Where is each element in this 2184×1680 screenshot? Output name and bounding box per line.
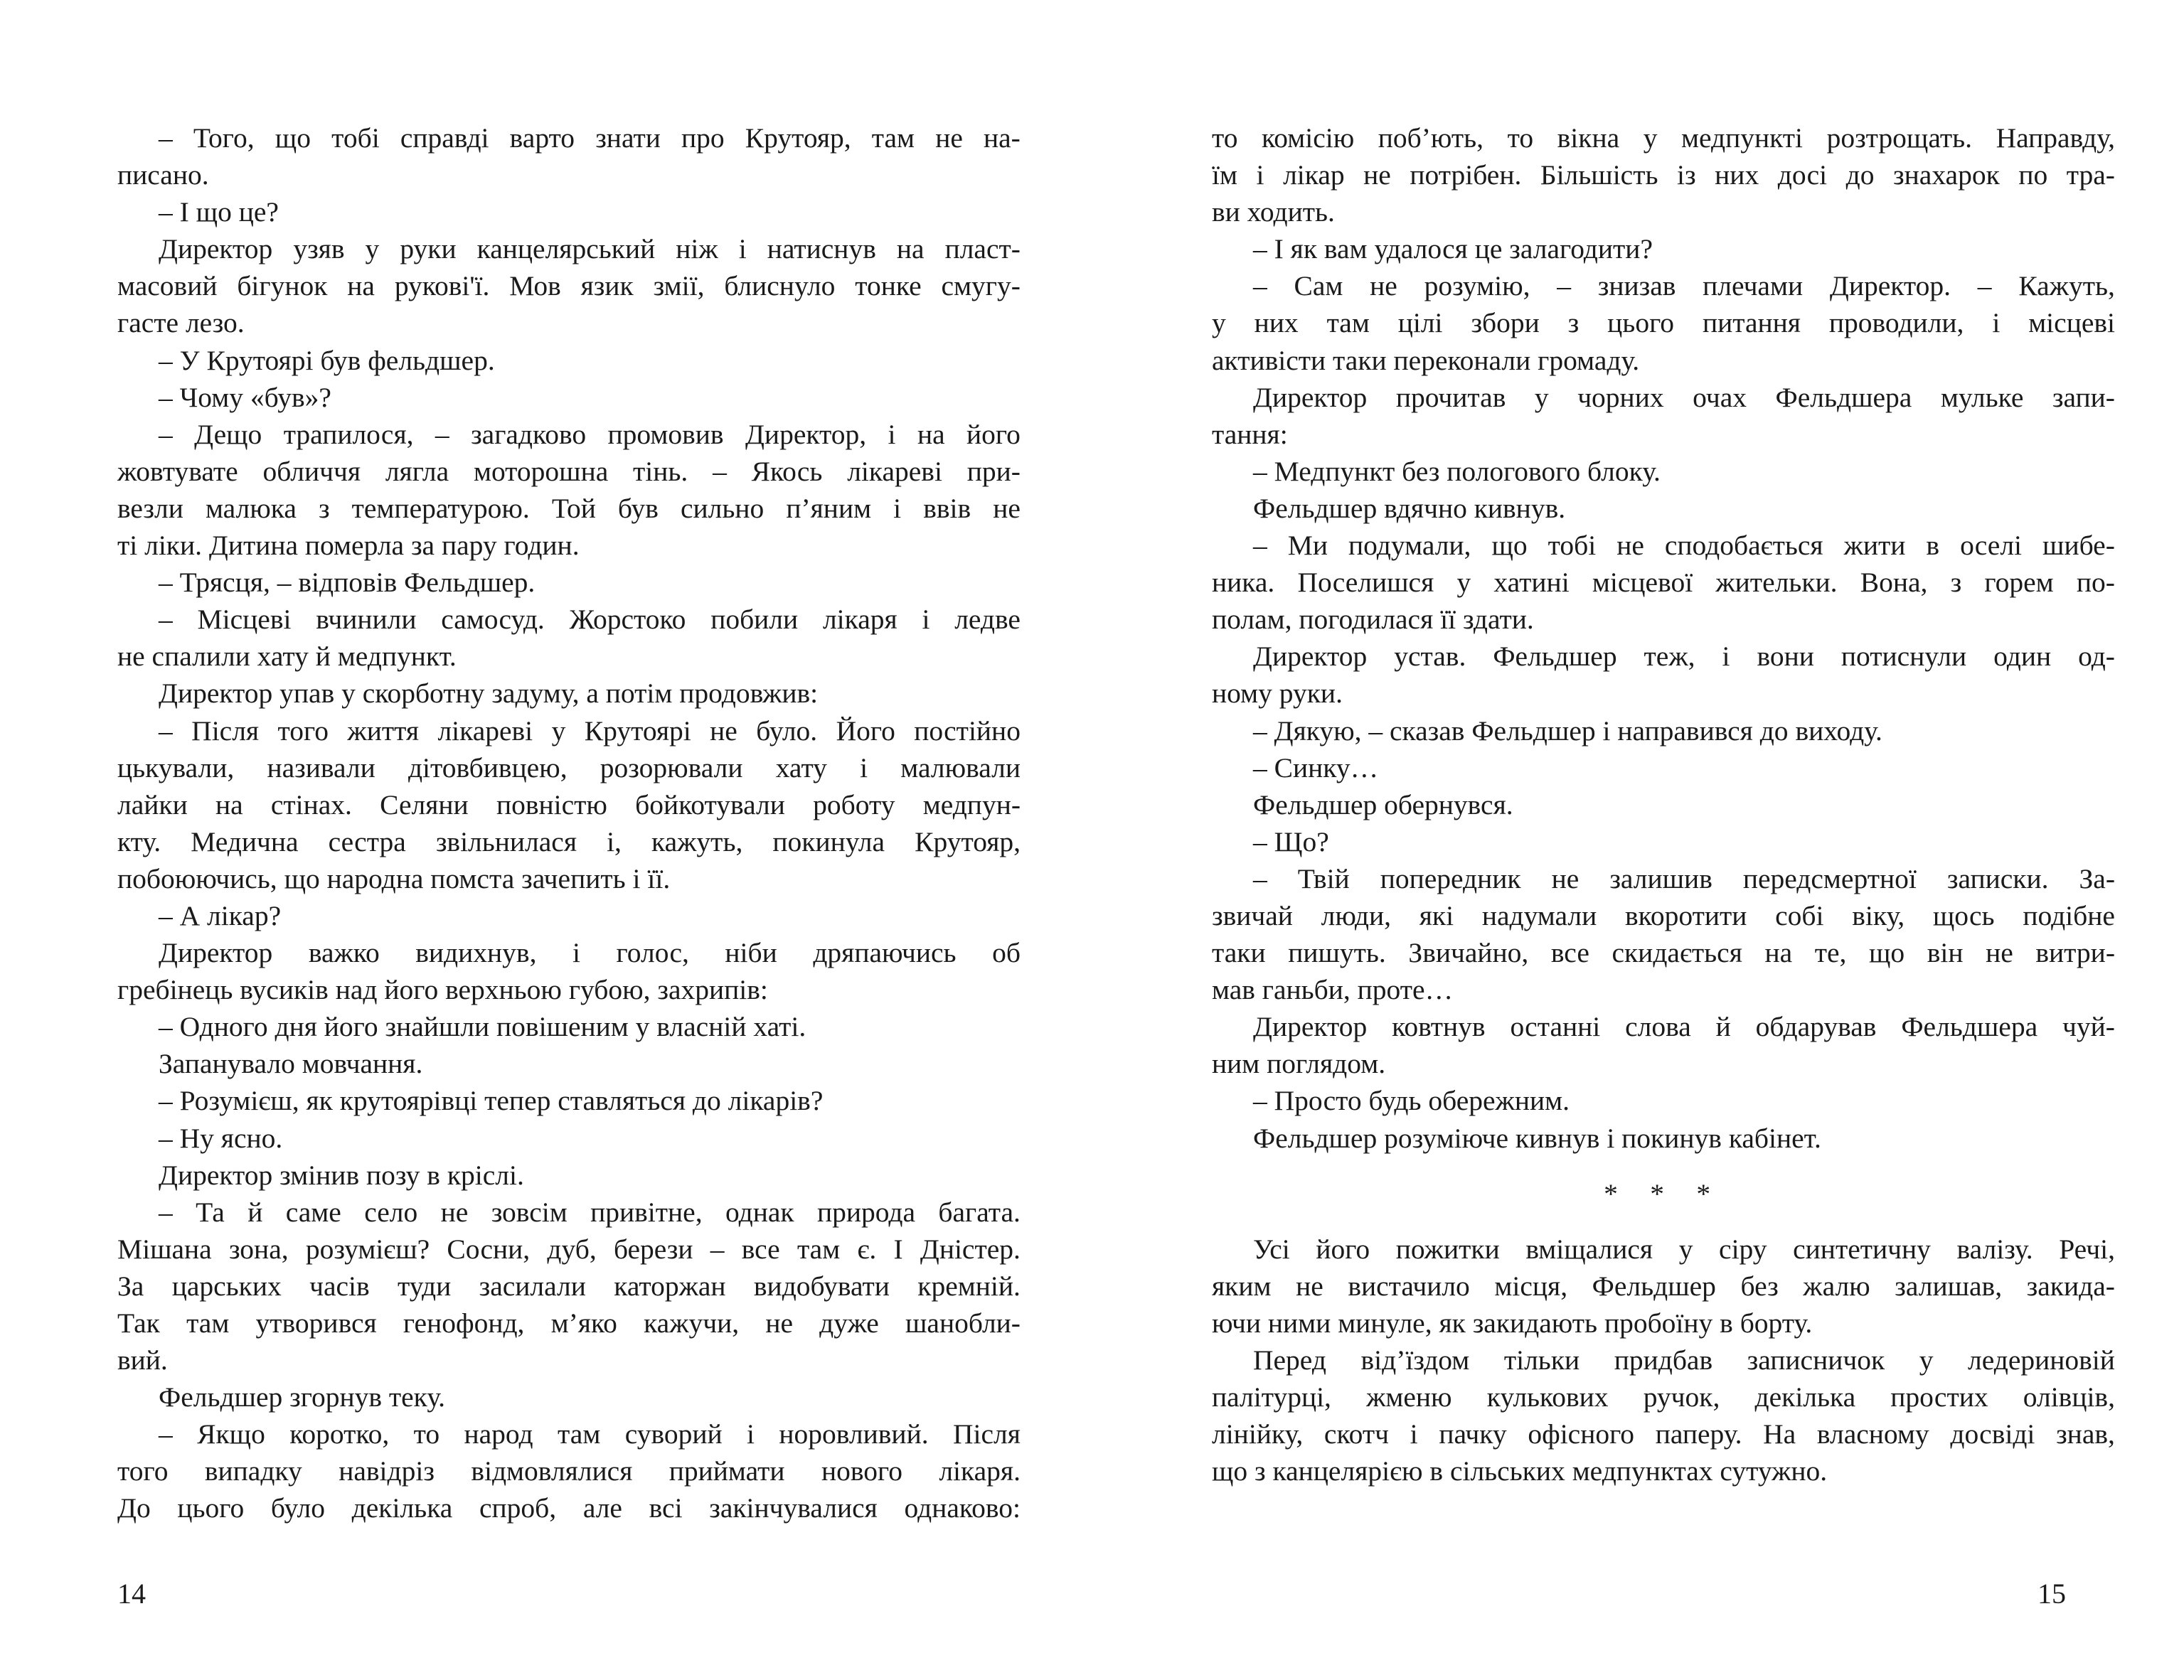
text-line: лінійку, скотч і пачку офісного паперу. На власному досвіді знав,: [1212, 1418, 2115, 1450]
text-line: – Якщо коротко, то народ там суворий і норовливий. Після: [159, 1418, 1021, 1450]
text-line: – Просто будь обережним.: [1253, 1085, 1570, 1117]
text-line: – Ми подумали, що тобі не сподобається жити в оселі шибе-: [1253, 530, 2115, 562]
text-line: Директор устав. Фельдшер теж, і вони потиснули один од-: [1253, 641, 2115, 673]
text-line: вий.: [117, 1344, 168, 1376]
text-line: Директор змінив позу в кріслі.: [159, 1159, 524, 1191]
text-line: ним поглядом.: [1212, 1048, 1386, 1080]
text-line: – І що це?: [159, 196, 279, 228]
text-line: Перед від’їздом тільки придбав записничок у ледериновій: [1253, 1344, 2115, 1376]
text-line: не спалили хату й медпункт.: [117, 641, 457, 673]
text-line: лайки на стінах. Селяни повністю бойкотували роботу медпун-: [117, 788, 1021, 820]
text-line: везли малюка з температурою. Той був сильно п’яним і ввів не: [117, 492, 1021, 524]
text-line: – Чому «був»?: [159, 381, 331, 413]
text-line: у них там цілі збори з цього питання проводили, і місцеві: [1212, 307, 2115, 339]
text-line: ви ходить.: [1212, 196, 1335, 228]
text-line: – Та й саме село не зовсім привітне, однак природа багата.: [159, 1196, 1021, 1228]
text-line: ному руки.: [1212, 678, 1343, 710]
text-line: активісти таки переконали громаду.: [1212, 344, 1640, 376]
text-line: – Дякую, – сказав Фельдшер і направився до виходу.: [1253, 715, 1882, 747]
text-line: – Синку…: [1253, 751, 1379, 783]
page-number-left: 14: [117, 1578, 146, 1610]
text-line: Мішана зона, розумієш? Сосни, дуб, берези – все там є. І Дністер.: [117, 1233, 1021, 1265]
text-line: Директор узяв у руки канцелярський ніж і натиснув на пласт-: [159, 233, 1021, 265]
text-line: ті ліки. Дитина померла за пару годин.: [117, 530, 580, 562]
text-line: До цього було декілька спроб, але всі закінчувалися однаково:: [117, 1492, 1021, 1524]
text-line: то комісію поб’ють, то вікна у медпункті розтрощать. Направду,: [1212, 122, 2115, 154]
right-page: [1212, 0, 2115, 1489]
left-page-text: [117, 119, 1021, 1527]
section-break: * * *: [1604, 1177, 1723, 1209]
text-line: таки пишуть. Звичайно, все скидається на те, що він не витри-: [1212, 937, 2115, 969]
text-line: Запанувало мовчання.: [159, 1048, 423, 1080]
text-line: мав ганьби, проте…: [1212, 974, 1454, 1006]
text-line: – Після того життя лікареві у Крутоярі не було. Його постійно: [159, 715, 1021, 747]
text-line: – А лікар?: [159, 899, 282, 931]
text-line: – Що?: [1253, 825, 1329, 857]
text-line: – Медпункт без пологового блоку.: [1253, 455, 1661, 487]
text-line: – Того, що тобі справді варто знати про Крутояр, там не на-: [159, 122, 1021, 154]
text-line: кту. Медична сестра звільнилася і, кажуть, покинула Крутояр,: [117, 825, 1021, 857]
text-line: – Місцеві вчинили самосуд. Жорстоко побили лікаря і ледве: [159, 604, 1021, 636]
text-line: їм і лікар не потрібен. Більшість із них досі до знахарок по тра-: [1212, 159, 2115, 191]
text-line: звичай люди, які надумали вкоротити собі віку, щось подібне: [1212, 899, 2115, 931]
text-line: Фельдшер згорнув теку.: [159, 1381, 445, 1413]
text-line: – Ну ясно.: [159, 1122, 283, 1154]
text-line: Фельдшер розуміюче кивнув і покинув кабінет.: [1253, 1122, 1821, 1154]
text-line: Директор упав у скорботну задуму, а потім продовжив:: [159, 678, 819, 710]
text-line: масовий бігунок на рукові'ї. Мов язик змії, блиснуло тонке смугу-: [117, 270, 1021, 302]
text-line: гасте лезо.: [117, 307, 245, 339]
text-line: За царських часів туди засилали каторжан видобувати кремній.: [117, 1270, 1021, 1302]
right-page-text-before-break: [1212, 119, 2115, 1157]
right-page-text: [1212, 119, 2115, 1489]
text-line: – Твій попередник не залишив передсмертної записки. За-: [1253, 862, 2115, 894]
text-line: Усі його пожитки вміщалися у сіру синтетичну валізу. Речі,: [1253, 1233, 2115, 1265]
text-line: Фельдшер вдячно кивнув.: [1253, 492, 1566, 524]
text-line: Директор прочитав у чорних очах Фельдшера мульке запи-: [1253, 381, 2115, 413]
left-page: [117, 0, 1021, 1527]
page-number-right: 15: [2037, 1578, 2066, 1610]
text-line: – Трясця, – відповів Фельдшер.: [159, 567, 536, 599]
text-line: цькували, називали дітовбивцею, розорювали хату і малювали: [117, 751, 1021, 783]
text-line: полам, погодилася її здати.: [1212, 604, 1534, 636]
text-line: ника. Поселишся у хатині місцевої жительки. Вона, з горем по-: [1212, 567, 2115, 599]
text-line: тання:: [1212, 418, 1288, 450]
text-line: – У Крутоярі був фельдшер.: [159, 344, 495, 376]
text-line: яким не вистачило місця, Фельдшер без жалю залишав, закида-: [1212, 1270, 2115, 1302]
text-line: гребінець вусиків над його верхньою губою, захрипів:: [117, 974, 768, 1006]
text-line: того випадку навідріз відмовлялися приймати нового лікаря.: [117, 1455, 1021, 1487]
right-page-text-after-break: [1212, 1231, 2115, 1490]
text-line: – Дещо трапилося, – загадково промовив Директор, і на його: [159, 418, 1021, 450]
text-line: – Одного дня його знайшли повішеним у власній хаті.: [159, 1011, 806, 1043]
text-line: Так там утворився генофонд, м’яко кажучи, не дуже шанобли-: [117, 1307, 1021, 1339]
text-line: що з канцелярією в сільських медпунктах сутужно.: [1212, 1455, 1828, 1487]
text-line: палітурці, жменю кулькових ручок, декілька простих олівців,: [1212, 1381, 2115, 1413]
text-line: писано.: [117, 159, 209, 191]
text-line: Директор важко видихнув, і голос, ніби дряпаючись об: [159, 937, 1021, 969]
text-line: побоюючись, що народна помста зачепить і її.: [117, 862, 671, 894]
text-line: – Розумієш, як крутоярівці тепер ставляться до лікарів?: [159, 1085, 824, 1117]
text-line: – Сам не розумію, – знизав плечами Директор. – Кажуть,: [1253, 270, 2115, 302]
text-line: жовтувате обличчя лягла моторошна тінь. – Якось лікареві при-: [117, 455, 1021, 487]
text-line: Фельдшер обернувся.: [1253, 788, 1513, 820]
text-line: Директор ковтнув останні слова й обдарував Фельдшера чуй-: [1253, 1011, 2115, 1043]
text-line: – І як вам удалося це залагодити?: [1253, 233, 1653, 265]
text-line: ючи ними минуле, як закидають пробоїну в борту.: [1212, 1307, 1813, 1339]
